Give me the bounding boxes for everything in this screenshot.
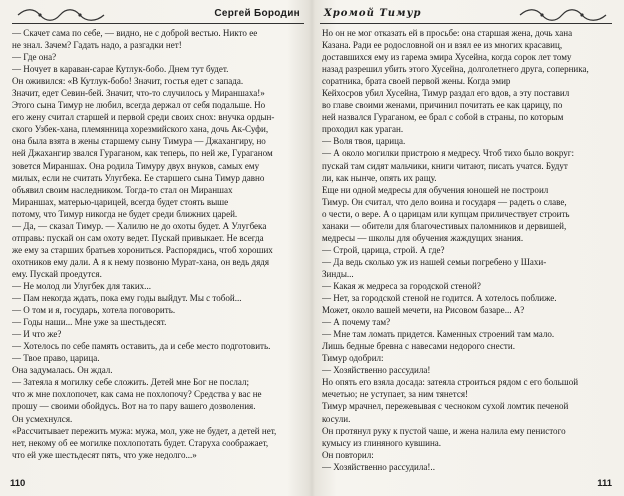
text-line: Тимур одобрил:: [322, 353, 384, 364]
text-line: Казана. Ради ее родословной он и взял ее из многих красавиц,: [322, 40, 563, 51]
text-line: Значит, едет Севин-бей. Значит, что-то случилось у Мираншаха!»: [12, 88, 265, 99]
text-line: объявил своим наследником. Тогда-то стал он Мираншах: [12, 184, 233, 195]
text-line: — Не молод ли Улугбек для таких...: [12, 280, 151, 291]
text-line: Она задумалась. Он ждал.: [12, 365, 113, 376]
text-line: Кейхосров убил Хусейна, Тимур раздал его вдов, а эту поставил: [322, 88, 570, 99]
text-line: пускай там сидят мальчики, книги читают, писать учатся. Будут: [322, 160, 568, 171]
text-line: Еще ни одной медресы для обучения юношей не построил: [322, 184, 549, 195]
text-line: — Хотелось по себе память оставить, да и себе место подготовить.: [12, 341, 271, 352]
text-line: Зинды...: [322, 268, 354, 279]
text-line: Тимур мрачнел, пережевывая с чесноком сухой ломтик печеной: [322, 401, 569, 412]
text-line: — Твое право, царица.: [12, 353, 100, 364]
text-line: мечетью; не уступает, за ним тянется!: [322, 389, 469, 400]
left-page-text: [12, 27, 302, 461]
text-line: Он повторил:: [322, 449, 374, 460]
text-line: — Хозяйственно рассудила!: [322, 365, 431, 376]
text-line: — Хозяйственно рассудила!..: [322, 461, 435, 472]
text-line: ли, как нынче, опять их ращу.: [322, 172, 437, 183]
text-line: — Да, — сказал Тимур. — Халилю не до охоты будет. А Улугбека: [12, 220, 267, 231]
text-line: ней Джахангир звался Гураганом, как теперь, по ней же, Гураганом: [12, 148, 273, 159]
text-line: Лишь бедные бревна с навесами недорого снести.: [322, 341, 515, 352]
book-title: Хромой Тимур: [324, 8, 422, 19]
text-line: Тимур. Он считал, что дело воина и государя — радеть о славе,: [322, 196, 567, 207]
text-line: — Ночует в караван-сарае Кутлук-бобо. Днем тут будет.: [12, 64, 229, 75]
text-line: Он усмехнулся.: [12, 413, 73, 424]
text-line: Этого сына Тимур не любил, всегда держал от себя подальше. Но: [12, 100, 266, 111]
text-line: Но опять его взяла досада: затеяла строиться рядом с его большой: [322, 377, 579, 388]
text-line: же ему за старших братьев хорониться. Распорядись, чтоб хороших: [12, 244, 273, 255]
text-line: — Годы наши... Мне уже за шестьдесят.: [12, 317, 167, 328]
text-line: что ж мне похлопочет, как сама не похлопочу? Средства у вас не: [12, 389, 262, 400]
text-line: что ей уже шестьдесят пять, что уже недолго...»: [12, 449, 197, 460]
text-line: — Мне там ломать придется. Каменных строений там мало.: [322, 329, 555, 340]
text-line: — Скачет сама по себе, — видно, не с доброй вестью. Никто ее: [12, 28, 258, 38]
ornament-icon: [518, 8, 608, 22]
text-line: Но он не мог отказать ей в просьбе: она старшая жена, дочь хана: [322, 28, 573, 38]
text-line: кумысу из глиняного кувшина.: [322, 437, 442, 448]
text-line: нет, некому об ее могилке похлопотать будет. Старуха соображает,: [12, 437, 269, 448]
text-line: ему. Пускай проедутся.: [12, 268, 102, 279]
text-line: — И что же?: [12, 329, 62, 340]
text-line: «Рассчитывает пережить мужа: мужа, мол, уже не будет, а детей нет,: [12, 425, 277, 436]
page-number-left: 110: [10, 478, 26, 489]
text-line: милых, если не считать Улугбека. Ее старшего сына Тимур давно: [12, 172, 265, 183]
text-line: — Пам некогда ждать, пока ему годы выйдут. Мы с тобой...: [12, 293, 242, 304]
text-line: охотников ему дали. А я к нему позвоню Мурат-хана, он ведь дядя: [12, 256, 270, 267]
text-line: отправь: пускай он сам охоту ведет. Пускай привыкает. Не всегда: [12, 232, 264, 243]
text-line: — Где она?: [12, 52, 57, 63]
text-line: во главе своими женами, причинил почитать ее как царицу, по: [322, 100, 563, 111]
text-line: — А около могилки пристрою я медресу. Чтоб тихо было вокруг:: [322, 148, 575, 159]
left-running-header: [12, 7, 304, 24]
text-line: она была взята в жены старшему сыну Тимура — Джахангиру, но: [12, 136, 266, 147]
text-line: — Да ведь сколько уж из нашей семьи погребено у Шахи-: [322, 256, 547, 267]
text-line: Мираншах, матерью-царицей, всегда будет стоять выше: [12, 196, 229, 207]
text-line: не знал. Зачем? Гадать надо, а разгадки нет!: [12, 40, 182, 51]
text-line: ского Узбек-хана, племянница хорезмийского хана, дочь Ак-Суфи,: [12, 124, 269, 135]
text-line: Он протянул руку к пустой чаше, и жена налила ему пенистого: [322, 425, 566, 436]
text-line: — Затеяла я могилку себе сложить. Детей мне Бог не послал;: [12, 377, 250, 388]
text-line: проходил как ураган.: [322, 124, 404, 135]
text-line: медресы — школы для обучения жаждущих знания.: [322, 232, 524, 243]
text-line: Может, около вашей мечети, на Рисовом базаре... А?: [322, 305, 525, 316]
text-line: соратника, брата своей первой жены. Когда эмир: [322, 76, 511, 87]
text-line: — Какая ж медреса за городской стеной?: [322, 280, 481, 291]
text-line: зовется Мираншах. Она родила Тимуру двух внуков, самых ему: [12, 160, 260, 171]
ornament-icon: [16, 8, 106, 22]
text-line: ней назвался Гураганом, ее брал с собой в страны, по которым: [322, 112, 564, 123]
text-line: доставшихся ему из гарема эмира Хусейна, когда сорок лет тому: [322, 52, 572, 63]
text-line: его жену считал старшей и первой среди своих снох: внучка ордын-: [12, 112, 275, 123]
text-line: косули.: [322, 413, 351, 424]
text-line: — А почему там?: [322, 317, 391, 328]
text-line: Он оживился: «В Кутлук-бобо! Значит, гостья едет с запада.: [12, 76, 244, 87]
text-line: — Строй, царица, строй. А где?: [322, 244, 445, 255]
right-running-header: [320, 7, 612, 24]
text-line: потому, что Тимур никогда не будет среди ближних царей.: [12, 208, 238, 219]
text-line: о чести, о вере. А о царицам или купцам приличествует строить: [322, 208, 570, 219]
right-page: [312, 0, 624, 496]
text-line: назад разрешил убить этого Хусейна, долголетнего друга, соперника,: [322, 64, 589, 75]
text-line: — Нет, за городской стеной не годится. А хотелось поближе.: [322, 293, 557, 304]
text-line: — Воля твоя, царица.: [322, 136, 406, 147]
text-line: прошу — своими обойдусь. Вот на то пару вашего дозволения.: [12, 401, 256, 412]
author-name: Сергей Бородин: [214, 8, 300, 19]
text-line: ханаки — обители для благочестивых паломников и дервишей,: [322, 220, 567, 231]
page-number-right: 111: [597, 478, 612, 489]
right-page-text: [322, 27, 612, 473]
text-line: — О том и я, государь, хотела поговорить.: [12, 305, 176, 316]
